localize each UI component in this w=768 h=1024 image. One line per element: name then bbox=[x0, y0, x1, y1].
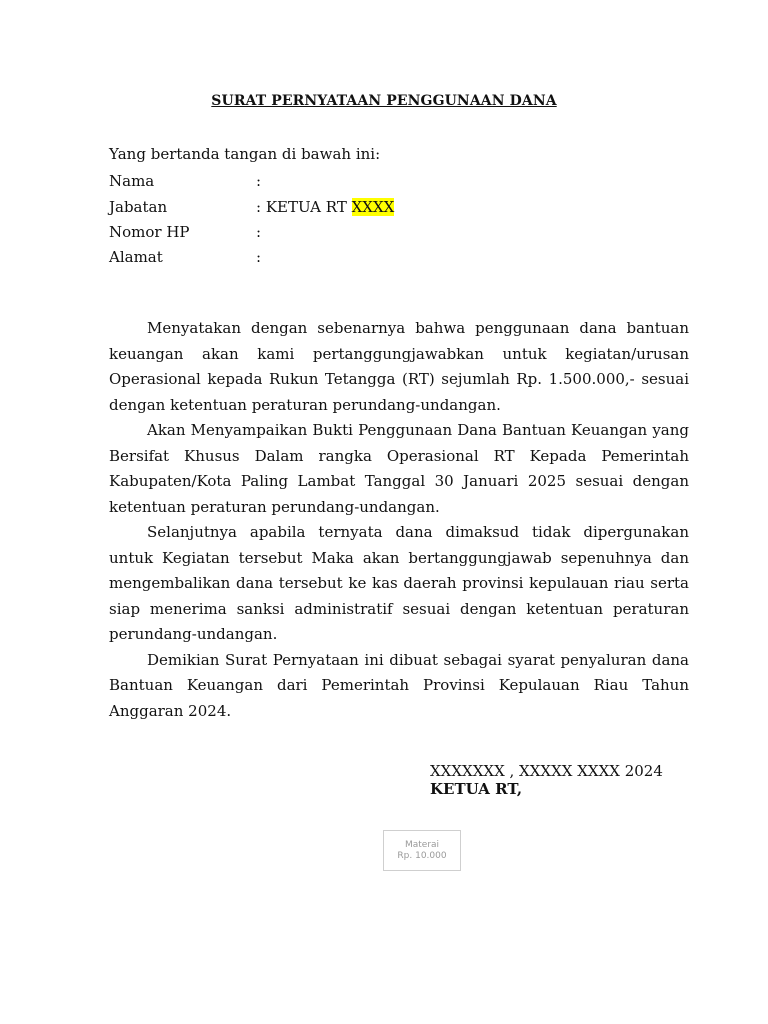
paragraph-report: Akan Menyampaikan Bukti Penggunaan Dana Bantuan Keuangan yang Bersifat Khusus Dalam rangka Operasional RT Kepada Pemerintah Kabupaten/Kota Paling Lambat Tanggal 30 Januari 2025 sesuai dengan ketentuan peraturan perundang-undangan. bbox=[109, 421, 689, 516]
field-label: Alamat bbox=[109, 248, 163, 266]
signer-title: KETUA RT, bbox=[430, 780, 523, 798]
paragraph-statement: Menyatakan dengan sebenarnya bahwa penggunaan dana bantuan keuangan akan kami pertanggungjawabkan untuk kegiatan/urusan Operasional kepada Rukun Tetangga (RT) sejumlah Rp. 1.500.000,- sesuai dengan ketentuan peraturan perundang-undangan. bbox=[109, 319, 689, 414]
field-value: : bbox=[256, 248, 262, 266]
field-label: Nomor HP bbox=[109, 223, 190, 241]
materai-stamp-box bbox=[383, 830, 461, 871]
stamp-amount: Rp. 10.000 bbox=[397, 851, 447, 861]
field-value: : bbox=[256, 223, 262, 241]
field-label: Jabatan bbox=[109, 198, 168, 216]
intro-line: Yang bertanda tangan di bawah ini: bbox=[109, 145, 381, 163]
field-value: : bbox=[256, 172, 262, 190]
field-value: : KETUA RT XXXX bbox=[256, 198, 395, 216]
stamp-label: Materai bbox=[404, 840, 440, 850]
highlighted-placeholder: XXXX bbox=[351, 198, 395, 216]
paragraph-closing: Demikian Surat Pernyataan ini dibuat sebagai syarat penyaluran dana Bantuan Keuangan dari Pemerintah Provinsi Kepulauan Riau Tahun Anggaran 2024. bbox=[109, 650, 689, 720]
field-label: Nama bbox=[109, 172, 155, 190]
paragraph-liability: Selanjutnya apabila ternyata dana dimaksud tidak dipergunakan untuk Kegiatan tersebut Maka akan bertanggungjawab sepenuhnya dan mengembalikan dana tersebut ke kas daerah provinsi kepulauan riau serta siap menerima sanksi administratif sesuai dengan ketentuan peraturan perundang-undangan. bbox=[109, 523, 689, 643]
letter-body bbox=[109, 316, 689, 724]
letter-title: SURAT PERNYATAAN PENGGUNAAN DANA bbox=[211, 93, 557, 109]
place-date: XXXXXXX , XXXXX XXXX 2024 bbox=[430, 762, 663, 780]
